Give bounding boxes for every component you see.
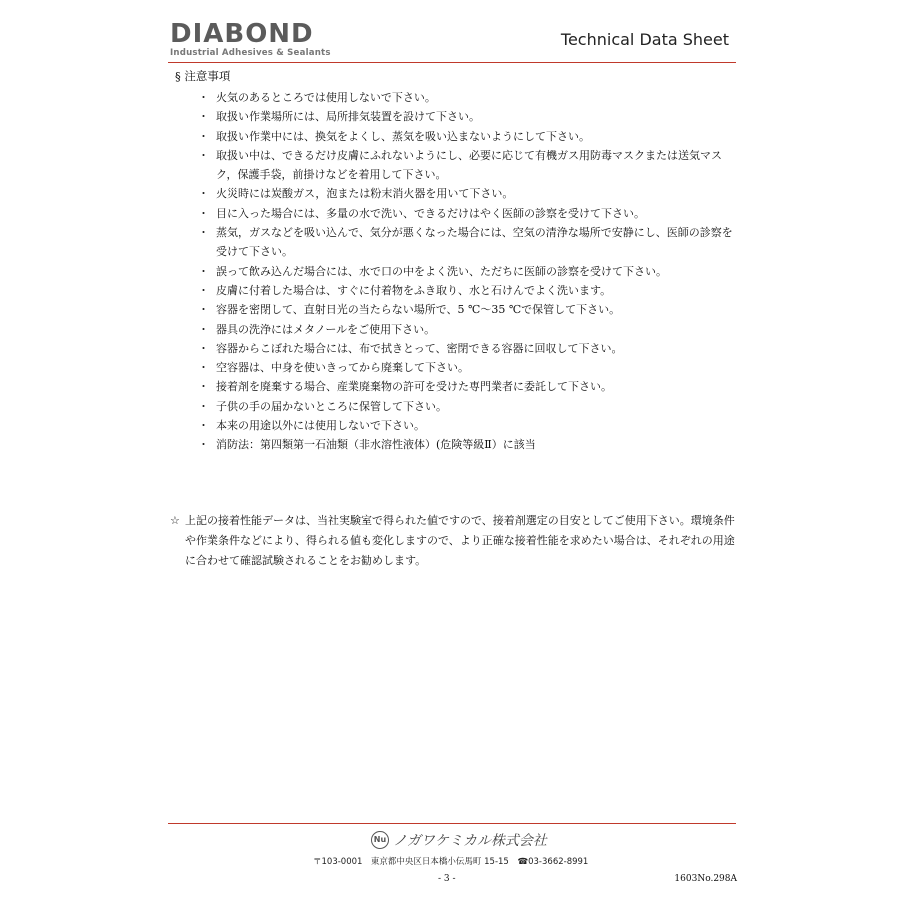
bullet-marker: ・ — [198, 110, 209, 124]
bullet-marker: ・ — [198, 129, 209, 143]
document-code: 1603No.298A — [674, 874, 737, 884]
company-logo-icon: Nu — [371, 831, 389, 849]
caution-item — [196, 281, 741, 300]
document-title: Technical Data Sheet — [560, 30, 729, 49]
section-heading — [175, 68, 230, 84]
bullet-marker: ・ — [198, 226, 209, 240]
caution-text: 火災時には炭酸ガス，泡または粉末消火器を用いて下さい。 — [216, 187, 514, 201]
caution-item — [196, 146, 741, 185]
bullet-marker: ・ — [198, 187, 209, 201]
caution-item — [196, 358, 741, 377]
caution-text: 空容器は、中身を使いきってから廃棄して下さい。 — [216, 361, 469, 375]
caution-text: 誤って飲み込んだ場合には、水で口の中をよく洗い、ただちに医師の診察を受けて下さい。 — [216, 264, 667, 278]
caution-text: 目に入った場合には、多量の水で洗い、できるだけはやく医師の診察を受けて下さい。 — [216, 206, 645, 220]
caution-item — [196, 416, 741, 435]
caution-text: 蒸気，ガスなどを吸い込んで、気分が悪くなった場合には、空気の清浄な場所で安静にし、医師の診察を受けて下さい。 — [216, 226, 733, 259]
caution-item — [196, 184, 741, 203]
section-marker: § — [175, 69, 181, 83]
caution-item — [196, 377, 741, 396]
disclaimer-text: 上記の接着性能データは、当社実験室で得られた値ですので、接着剤選定の目安としてご使用下さい。環境条件や作業条件などにより、得られる値も変化しますので、より正確な接着性能を求めたい場合は、それぞれの用途に合わせて確認試験されることをお勧めします。 — [185, 514, 735, 567]
caution-item — [196, 204, 741, 223]
bullet-marker: ・ — [198, 341, 209, 355]
section-heading-text: 注意事項 — [184, 69, 231, 83]
caution-text: 本来の用途以外には使用しないで下さい。 — [216, 419, 425, 433]
bullet-marker: ・ — [198, 283, 209, 297]
company-name: ノガワケミカル株式会社 — [393, 833, 547, 849]
caution-item — [196, 397, 741, 416]
caution-text: 取扱い作業中には、換気をよくし、蒸気を吸い込まないようにして下さい。 — [216, 129, 590, 143]
bullet-marker: ・ — [198, 91, 209, 104]
bullet-marker: ・ — [198, 206, 209, 220]
caution-text: 接着剤を廃棄する場合、産業廃棄物の許可を受けた専門業者に委託して下さい。 — [216, 380, 612, 394]
caution-text: 取扱い作業場所には、局所排気装置を設けて下さい。 — [216, 110, 480, 124]
header-divider — [168, 62, 736, 63]
bullet-marker: ・ — [198, 361, 209, 375]
caution-item — [196, 107, 741, 126]
page-number: - 3 - — [438, 874, 456, 884]
caution-item — [196, 435, 741, 454]
bullet-marker: ・ — [198, 399, 209, 413]
bullet-marker: ・ — [198, 264, 209, 278]
caution-text: 器具の洗浄にはメタノールをご使用下さい。 — [216, 322, 436, 336]
bullet-marker: ・ — [198, 380, 209, 394]
caution-item — [196, 339, 741, 358]
bullet-marker: ・ — [198, 322, 209, 336]
footer-divider — [168, 823, 736, 824]
caution-list — [196, 88, 741, 455]
caution-item — [196, 262, 741, 281]
address-text: 〒103-0001 東京都中央区日本橋小伝馬町 15-15 — [313, 857, 509, 867]
diabond-logo — [170, 19, 360, 60]
caution-text: 消防法：第四類第一石油類（非水溶性液体）(危険等級Ⅱ）に該当 — [216, 438, 536, 452]
bullet-marker: ・ — [198, 148, 209, 162]
company-branding — [371, 830, 547, 850]
caution-item — [196, 127, 741, 146]
bullet-marker: ・ — [198, 438, 209, 452]
logo-wordmark: DIABOND — [170, 19, 314, 49]
bullet-marker: ・ — [198, 419, 209, 433]
caution-text: 容器を密閉して、直射日光の当たらない場所で、5 ℃～35 ℃で保管して下さい。 — [216, 303, 621, 317]
caution-item — [196, 223, 741, 262]
phone-number: ☎03-3662-8991 — [517, 857, 589, 867]
star-icon: ☆ — [170, 514, 180, 527]
bullet-marker: ・ — [198, 303, 209, 317]
caution-item — [196, 320, 741, 339]
caution-item — [196, 300, 741, 319]
logo-tagline: Industrial Adhesives & Sealants — [170, 48, 331, 58]
caution-text: 火気のあるところでは使用しないで下さい。 — [216, 91, 436, 104]
caution-text: 取扱い中は、できるだけ皮膚にふれないようにし、必要に応じて有機ガス用防毒マスクまたは送気マスク，保護手袋，前掛けなどを着用して下さい。 — [216, 148, 722, 182]
caution-text: 子供の手の届かないところに保管して下さい。 — [216, 399, 447, 413]
caution-text: 容器からこぼれた場合には、布で拭きとって、密閉できる容器に回収して下さい。 — [216, 341, 623, 355]
disclaimer-note — [170, 511, 745, 571]
caution-item — [196, 88, 741, 107]
company-address — [313, 855, 588, 867]
caution-text: 皮膚に付着した場合は、すぐに付着物をふき取り、水と石けんでよく洗います。 — [216, 283, 612, 297]
